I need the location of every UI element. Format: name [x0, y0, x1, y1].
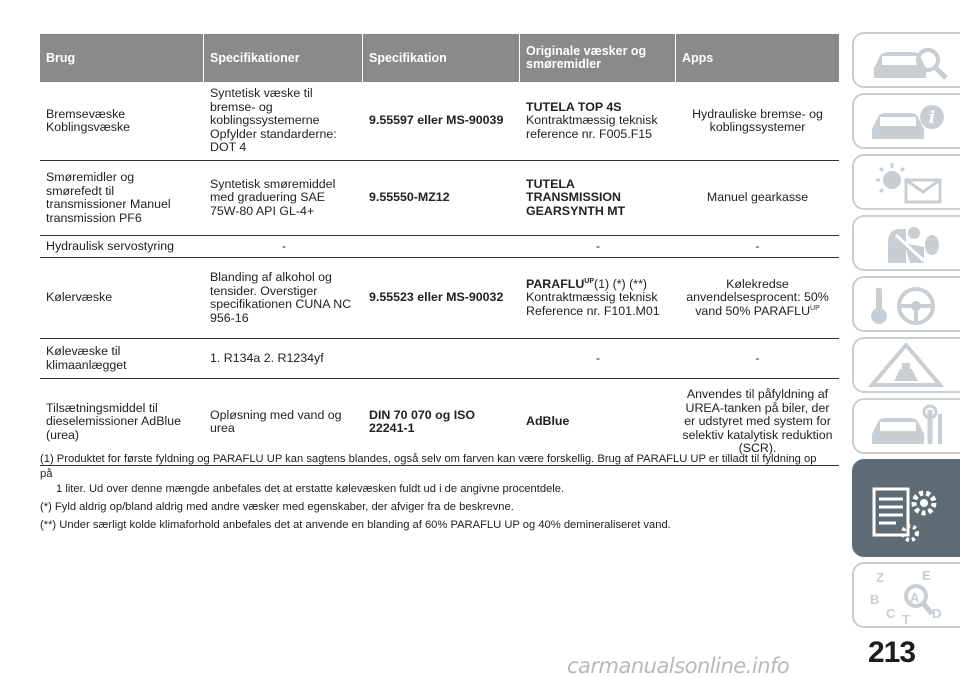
- key-steering-icon: [866, 282, 956, 328]
- cell-apps: [676, 258, 839, 338]
- cell-apps: -: [755, 238, 760, 253]
- footnote-continuation: 1 liter. Ud over denne mængde anbefales det at erstatte kølevæsken fuldt ud i de angivne procentdele.: [56, 483, 565, 495]
- cell-use: Kølevæske til klimaanlægget: [46, 344, 127, 372]
- fluid-name: TUTELA TRANSMISSION GEARSYNTH MT: [526, 176, 626, 218]
- header-original-fluids: Originale væsker og smøremidler: [520, 34, 676, 82]
- header-use: Brug: [40, 34, 204, 82]
- fluids-table: [40, 34, 839, 466]
- index-letter: Z: [876, 570, 884, 585]
- footnote-text: (1) Produktet for første fyldning og PARAFLU UP kan sagtens blandes, også selv om farven kan være forskellig. Brug af PARAFLU UP er tilladt til fyldning op på: [40, 453, 817, 480]
- header-specification: Specifikation: [363, 34, 520, 82]
- table-row: [40, 339, 839, 379]
- page-number: 213: [868, 636, 916, 669]
- cell-apps: Hydrauliske bremse- og koblingssystemer: [692, 106, 823, 134]
- index-letter: E: [922, 568, 931, 583]
- cell-spec: [363, 236, 520, 257]
- cell-apps: -: [755, 350, 760, 365]
- sidebar-tab-starting-driving[interactable]: [852, 276, 960, 332]
- cell-use: Hydraulisk servostyring: [46, 238, 175, 253]
- watermark: carmanualsonline.info: [567, 654, 790, 678]
- index-letter: A: [910, 590, 920, 605]
- fluid-name: AdBlue: [526, 414, 570, 429]
- fluid-reference: Kontraktmæssig teknisk reference nr. F005.F15: [526, 113, 658, 141]
- fluid-footnote-marks: (1) (*) (**): [594, 276, 648, 291]
- fluid-superscript: UP: [584, 277, 595, 285]
- cell-apps: Manuel gearkasse: [706, 190, 809, 205]
- cell-specs: Opløsning med vand og urea: [210, 407, 342, 435]
- fluid-name: PARAFLU: [526, 276, 585, 291]
- specs-gear-icon: [866, 463, 956, 553]
- cell-fluid: [520, 82, 676, 160]
- footnote-3: [40, 518, 830, 533]
- road-warning-icon: [866, 343, 956, 389]
- cell-fluid: [520, 161, 676, 235]
- table-row: [40, 161, 839, 236]
- fluid-name: -: [595, 238, 601, 253]
- cell-specs: Syntetisk smøremiddel med graduering SAE 75W-80 API GL-4+: [210, 176, 336, 218]
- footnotes: [40, 452, 830, 536]
- sidebar-tab-emergency[interactable]: [852, 337, 960, 393]
- index-letter: T: [902, 612, 910, 626]
- cell-use: Tilsætningsmiddel til dieselemissioner AdBlue (urea): [46, 400, 181, 442]
- cell-fluid: [520, 236, 676, 257]
- cell-specs: Blanding af alkohol og tensider. Overstiger specifikationen CUNA NC 956-16: [210, 270, 352, 325]
- index-letter: B: [870, 592, 880, 607]
- cell-use: Bremsevæske Koblingsvæske: [46, 106, 131, 134]
- apps-text: Kølekredse anvendelsesprocent: 50% vand 50% PARAFLU: [686, 276, 829, 318]
- car-info-icon: [866, 99, 956, 145]
- cell-spec: [363, 339, 520, 378]
- footnote-text: (*) Fyld aldrig op/bland aldrig med andre væsker med egenskaber, der afviger fra de beskrevne.: [40, 501, 514, 513]
- cell-use: Smøremidler og smørefedt til transmissioner Manuel transmission PF6: [46, 170, 171, 225]
- table-row: [40, 258, 839, 339]
- cell-use: Kølervæske: [46, 290, 113, 305]
- header-specifications: Specifikationer: [204, 34, 363, 82]
- sidebar-tab-car-info[interactable]: [852, 93, 960, 149]
- sidebar-tab-safety[interactable]: [852, 215, 960, 271]
- warning-light-icon: [866, 160, 956, 206]
- cell-spec: 9.55597 eller MS-90039: [369, 113, 504, 128]
- apps-superscript: UP: [810, 304, 820, 312]
- cell-specs: -: [282, 238, 287, 253]
- footnote-text: (**) Under særligt kolde klimaforhold anbefales det at anvende en blanding af 60% PARAFLU UP og 40% demineraliseret vand.: [40, 519, 671, 531]
- sidebar-tab-car-search[interactable]: [852, 32, 960, 88]
- index-letters-icon: [866, 566, 956, 626]
- sidebar-tab-warning-lights[interactable]: [852, 154, 960, 210]
- seatbelt-airbag-icon: [866, 221, 956, 267]
- fluid-name: -: [595, 350, 601, 365]
- cell-spec: 9.55523 eller MS-90032: [369, 290, 504, 305]
- cell-specs: Syntetisk væske til bremse- og koblingssystemerne Opfylder standarderne: DOT 4: [210, 86, 337, 155]
- cell-fluid: [520, 339, 676, 378]
- header-apps: Apps: [682, 50, 714, 65]
- footnote-1: [40, 452, 830, 497]
- fluid-name: TUTELA TOP 4S: [526, 99, 622, 114]
- table-row: [40, 82, 839, 161]
- sidebar-tab-technical-specs[interactable]: [852, 459, 960, 557]
- fluid-reference: Kontraktmæssig teknisk Reference nr. F101.M01: [526, 290, 660, 318]
- sidebar-tab-index[interactable]: [852, 562, 960, 628]
- table-row: [40, 236, 839, 258]
- index-letter: D: [932, 606, 942, 621]
- car-tools-icon: [866, 404, 956, 450]
- car-search-icon: [866, 38, 956, 84]
- table-header: [40, 34, 839, 82]
- footnote-2: [40, 500, 830, 515]
- cell-specs: 1. R134a 2. R1234yf: [210, 350, 324, 365]
- index-letter: C: [886, 606, 896, 621]
- sidebar-tab-maintenance[interactable]: [852, 398, 960, 454]
- cell-fluid: [520, 258, 676, 338]
- cell-apps: Anvendes til påfyldning af UREA-tanken på biler, der er udstyret med system for selektiv katalytisk reduktion (SCR).: [682, 387, 833, 456]
- cell-spec: 9.55550-MZ12: [369, 190, 450, 205]
- cell-spec: DIN 70 070 og ISO 22241-1: [369, 407, 476, 435]
- svg-text:i: i: [928, 108, 936, 128]
